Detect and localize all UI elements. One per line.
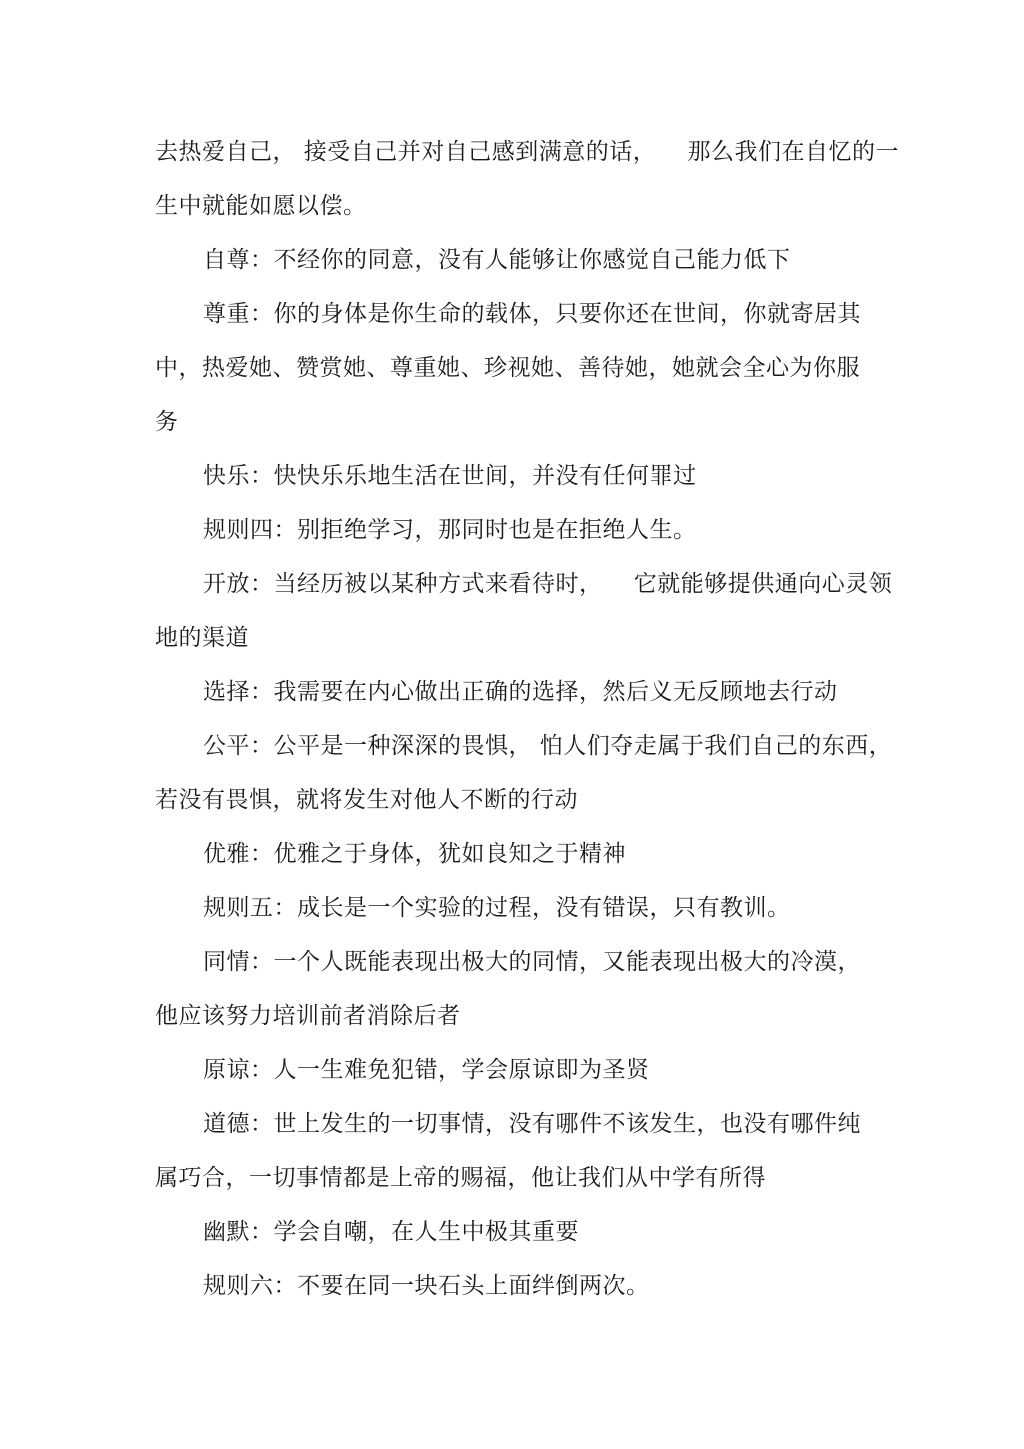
text-line: 同情：一个人既能表现出极大的同情，又能表现出极大的冷漠， — [203, 949, 861, 975]
text-line: 规则四：别拒绝学习，那同时也是在拒绝人生。 — [203, 517, 697, 543]
text-line: 原谅：人一生难免犯错，学会原谅即为圣贤 — [203, 1057, 650, 1083]
text-line: 优雅：优雅之于身体，犹如良知之于精神 — [203, 841, 626, 867]
text-line: 他应该努力培训前者消除后者 — [155, 1003, 461, 1029]
text-line: 生中就能如愿以偿。 — [155, 193, 367, 219]
text-line: 中，热爱她、赞赏她、尊重她、珍视她、善待她，她就会全心为你服 — [155, 355, 860, 381]
text-line: 道德：世上发生的一切事情，没有哪件不该发生，也没有哪件纯 — [203, 1111, 861, 1137]
text-line: 务 — [155, 409, 179, 435]
text-line: 若没有畏惧，就将发生对他人不断的行动 — [155, 787, 578, 813]
text-line: 自尊：不经你的同意，没有人能够让你感觉自己能力低下 — [203, 247, 791, 273]
text-line: 尊重：你的身体是你生命的载体，只要你还在世间，你就寄居其 — [203, 301, 861, 327]
text-line: 地的渠道 — [155, 625, 249, 651]
text-line: 规则五：成长是一个实验的过程，没有错误，只有教训。 — [203, 895, 791, 921]
text-line: 开放：当经历被以某种方式来看待时， 它就能够提供通向心灵领 — [203, 571, 893, 597]
text-line: 选择：我需要在内心做出正确的选择，然后义无反顾地去行动 — [203, 679, 838, 705]
text-line: 公平：公平是一种深深的畏惧， 怕人们夺走属于我们自己的东西， — [203, 733, 893, 759]
text-line: 快乐：快快乐乐地生活在世间，并没有任何罪过 — [203, 463, 697, 489]
text-line: 去热爱自己， 接受自己并对自己感到满意的话， 那么我们在自忆的一 — [155, 139, 900, 165]
text-line: 规则六：不要在同一块石头上面绊倒两次。 — [203, 1273, 650, 1299]
text-line: 属巧合，一切事情都是上帝的赐福，他让我们从中学有所得 — [155, 1165, 766, 1191]
text-line: 幽默：学会自嘲，在人生中极其重要 — [203, 1219, 579, 1245]
